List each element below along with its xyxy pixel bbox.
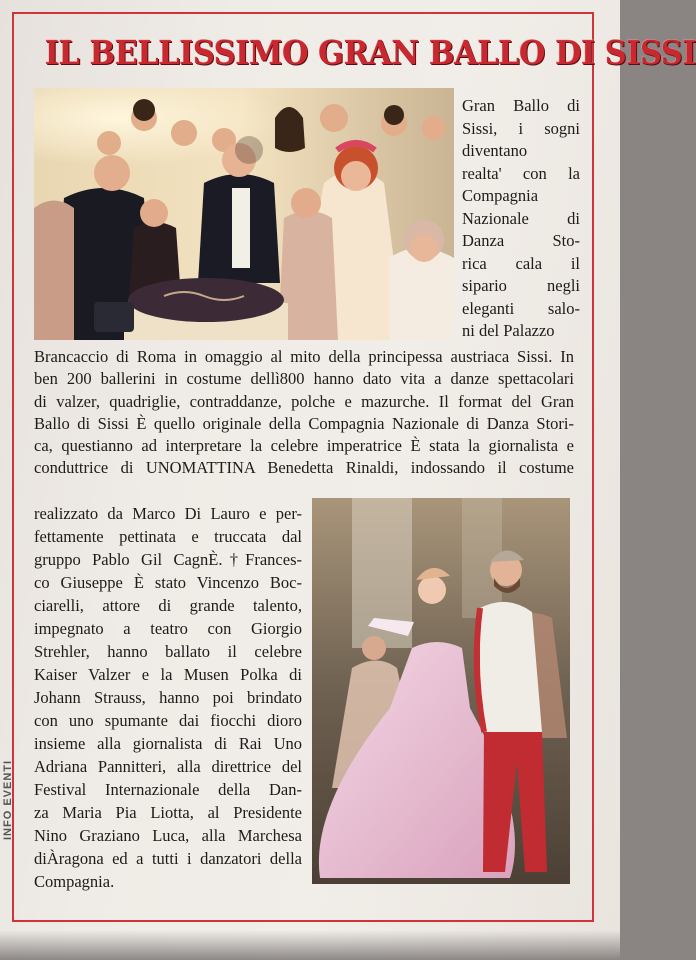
body-line: fettamente pettinata e truccata dal [34, 527, 302, 546]
body-text-wide [34, 346, 574, 480]
intro-text-column [462, 95, 580, 343]
body-line: conduttrice di UNOMATTINA Benedetta Rinaldi, indossando il costume [34, 458, 574, 478]
body-line: Adriana Pannitteri, alla direttrice del [34, 757, 302, 776]
body-line: realizzato da Marco Di Lauro e per- [34, 504, 302, 523]
intro-line: Danza Sto- [462, 231, 580, 250]
body-line: Strehler, hanno ballato il celebre [34, 642, 302, 661]
body-line: Brancaccio di Roma in omaggio al mito della principessa austriaca Sissi. In [34, 347, 574, 366]
body-line: Johann Strauss, hanno poi brindato [34, 688, 302, 707]
body-line: diÀragona ed a tutti i danzatori della [34, 849, 302, 868]
intro-line: rica cala il [462, 253, 580, 273]
intro-line: sipario negli [462, 276, 580, 295]
intro-line: ni del Palazzo [462, 321, 555, 340]
dancing-couple-photo [312, 498, 570, 884]
body-line: Kaiser Valzer e la Musen Polka di [34, 665, 302, 684]
body-line: ben 200 ballerini in costume dellì800 hanno dato vita a danze spettacolari [34, 369, 574, 389]
intro-line: Gran Ballo di [462, 96, 580, 115]
group-photo [34, 88, 454, 340]
body-line: Compagnia. [34, 872, 115, 891]
body-line: di valzer, quadriglie, contraddanze, polche e mazurche. Il format del Gran [34, 391, 574, 411]
section-side-label: INFO EVENTI [2, 759, 14, 840]
body-line: insieme alla giornalista di Rai Uno [34, 734, 302, 753]
body-line: con uno spumante dai fiocchi dioro [34, 711, 302, 730]
body-line: gruppo Pablo Gil CagnÈ.†Frances- [34, 550, 302, 569]
intro-line: Compagnia [462, 186, 539, 205]
intro-line: eleganti salo- [462, 298, 580, 318]
body-line: Festival Internazionale della Dan- [34, 780, 302, 799]
intro-line: realta' con la [462, 163, 580, 183]
body-line: co Giuseppe È stato Vincenzo Boc- [34, 573, 302, 592]
body-line: Ballo di Sissi È quello originale della Compagnia Nazionale di Danza Stori- [34, 413, 574, 433]
intro-line: Nazionale di [462, 208, 580, 228]
body-line: ciarelli, attore di grande talento, [34, 596, 302, 615]
article-headline: IL BELLISSIMO GRAN BALLO DI SISSI [44, 33, 696, 72]
body-line: impegnato a teatro con Giorgio [34, 619, 302, 638]
body-text-left-column [34, 502, 302, 893]
body-line: za Maria Pia Liotta, al Presidente [34, 803, 302, 822]
body-line: Nino Graziano Luca, alla Marchesa [34, 826, 302, 845]
body-line: ca, questianno ad interpretare la celebre imperatrice È stata la giornalista e [34, 436, 574, 456]
intro-line: Sissi, i sogni [462, 118, 580, 138]
intro-line: diventano [462, 141, 528, 160]
